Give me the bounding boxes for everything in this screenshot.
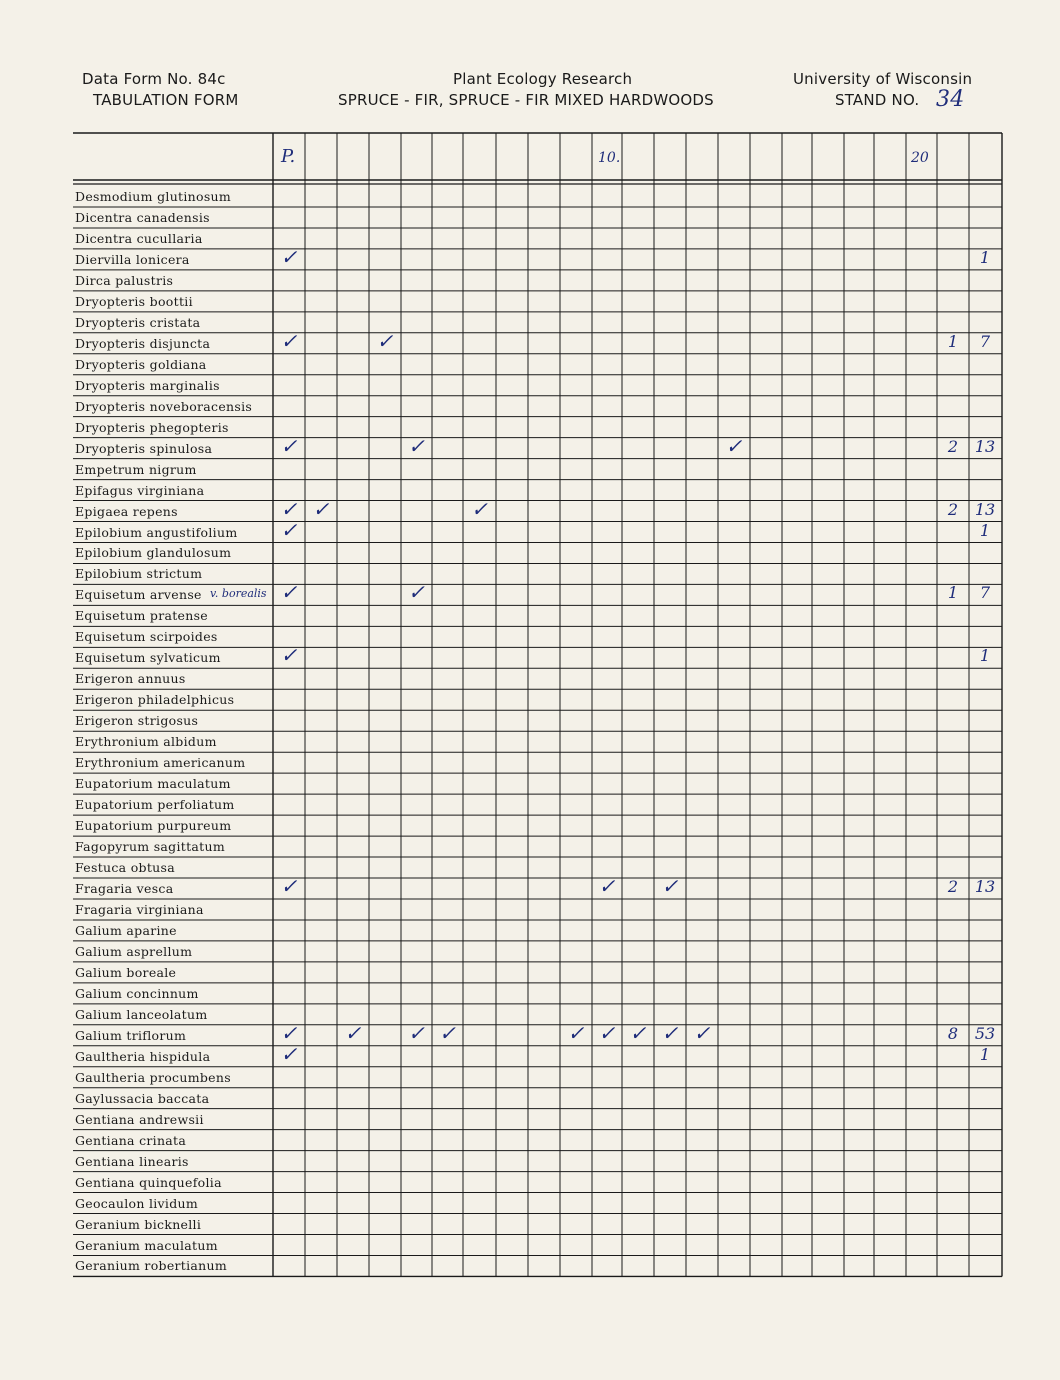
total-count: 13: [974, 436, 996, 456]
check-mark: ✓: [280, 580, 298, 605]
total-count: 1: [979, 1044, 991, 1064]
species-name: Galium concinnum: [75, 985, 199, 1001]
species-name: Epilobium angustifolium: [75, 524, 238, 540]
species-name: Geocaulon lividum: [75, 1195, 199, 1211]
check-mark: ✓: [598, 1020, 616, 1045]
frequency-count: 1: [947, 583, 959, 603]
total-count: 1: [979, 520, 991, 540]
species-name: Galium boreale: [75, 964, 177, 980]
species-name: Gentiana andrewsii: [75, 1111, 204, 1127]
form-number: Data Form No. 84c: [82, 70, 226, 88]
species-name: Dryopteris goldiana: [75, 356, 207, 372]
check-mark: ✓: [661, 874, 679, 898]
frequency-count: 1: [947, 331, 959, 351]
species-name: Erigeron philadelphicus: [75, 692, 235, 708]
total-count: 7: [979, 331, 991, 351]
stand-number: 34: [936, 87, 965, 112]
check-mark: ✓: [408, 433, 425, 458]
check-mark: ✓: [280, 874, 298, 898]
stand-label: STAND NO.: [835, 91, 920, 109]
total-count: 13: [974, 877, 996, 896]
species-name: Dryopteris spinulosa: [75, 440, 213, 456]
university: University of Wisconsin: [793, 70, 973, 88]
species-variety-note: v. borealis: [210, 587, 267, 601]
species-name: Gentiana quinquefolia: [75, 1174, 222, 1190]
species-name: Fagopyrum sagittatum: [75, 839, 226, 855]
species-name: Geranium maculatum: [75, 1237, 218, 1253]
check-mark: ✓: [280, 244, 298, 269]
frequency-count: 2: [947, 877, 959, 896]
species-name: Eupatorium purpureum: [75, 818, 232, 834]
check-mark: ✓: [408, 580, 425, 605]
check-mark: ✓: [693, 1020, 711, 1045]
check-mark: ✓: [280, 328, 298, 353]
species-name: Geranium robertianum: [75, 1258, 228, 1274]
species-name: Equisetum pratense: [75, 608, 208, 624]
species-name: Dicentra cucullaria: [75, 230, 203, 246]
check-mark: ✓: [408, 1020, 425, 1045]
frequency-count: 2: [947, 499, 959, 519]
species-name: Diervilla lonicera: [75, 251, 190, 267]
check-mark: ✓: [725, 433, 743, 458]
species-name: Erigeron strigosus: [75, 713, 199, 729]
species-name: Gentiana linearis: [75, 1153, 189, 1169]
species-name: Equisetum scirpoides: [75, 629, 218, 645]
species-name: Epilobium strictum: [75, 566, 203, 582]
species-name: Galium aparine: [75, 922, 177, 938]
check-mark: ✓: [280, 517, 298, 542]
check-mark: ✓: [280, 1020, 298, 1045]
check-mark: ✓: [376, 328, 394, 353]
check-mark: ✓: [598, 874, 616, 898]
species-name: Erigeron annuus: [75, 671, 186, 687]
check-mark: ✓: [567, 1020, 585, 1045]
species-name: Dirca palustris: [75, 272, 174, 288]
species-name: Eupatorium perfoliatum: [75, 797, 235, 813]
species-name: Dryopteris noveboracensis: [75, 398, 253, 414]
species-name: Desmodium glutinosum: [75, 189, 232, 204]
total-count: 1: [979, 646, 991, 666]
species-name: Epigaea repens: [75, 503, 178, 519]
check-mark: ✓: [280, 1041, 298, 1066]
check-mark: ✓: [280, 433, 298, 458]
species-name: Dicentra canadensis: [75, 209, 210, 225]
check-mark: ✓: [280, 496, 298, 521]
total-count: 1: [979, 247, 991, 267]
form-title: TABULATION FORM: [93, 91, 239, 109]
column-header-10: 10.: [598, 150, 621, 166]
species-name: Dryopteris phegopteris: [75, 419, 229, 435]
species-name: Gentiana crinata: [75, 1132, 187, 1148]
column-header-20: 20: [911, 150, 929, 166]
check-mark: ✓: [471, 496, 488, 521]
check-mark: ✓: [344, 1020, 362, 1045]
species-name: Fragaria vesca: [75, 881, 174, 896]
species-name: Dryopteris cristata: [75, 314, 201, 330]
species-name: Erythronium albidum: [75, 734, 217, 750]
species-name: Equisetum sylvaticum: [75, 650, 221, 666]
species-name: Dryopteris disjuncta: [75, 335, 211, 351]
species-name: Erythronium americanum: [75, 755, 246, 771]
species-name: Gaylussacia baccata: [75, 1090, 210, 1106]
check-mark: ✓: [280, 643, 298, 668]
species-name: Galium triflorum: [75, 1027, 187, 1043]
total-count: 7: [979, 583, 991, 603]
species-name: Gaultheria procumbens: [75, 1069, 231, 1085]
species-name: Empetrum nigrum: [75, 461, 197, 477]
check-mark: ✓: [661, 1020, 679, 1045]
species-name: Epilobium glandulosum: [75, 545, 232, 561]
species-name: Gaultheria hispidula: [75, 1048, 211, 1064]
column-header-p: P.: [281, 146, 296, 167]
species-name: Geranium bicknelli: [75, 1216, 202, 1232]
frequency-count: 2: [947, 436, 959, 456]
species-name: Eupatorium maculatum: [75, 776, 231, 792]
check-mark: ✓: [439, 1020, 456, 1045]
total-count: 53: [974, 1023, 996, 1043]
species-name: Equisetum arvense: [75, 587, 202, 603]
organization: Plant Ecology Research: [453, 70, 633, 88]
check-mark: ✓: [629, 1020, 647, 1045]
species-name: Epifagus virginiana: [75, 482, 205, 498]
total-count: 13: [974, 499, 996, 519]
species-name: Dryopteris marginalis: [75, 377, 220, 393]
species-name: Dryopteris boottii: [75, 293, 193, 309]
species-name: Festuca obtusa: [75, 860, 175, 876]
frequency-count: 8: [947, 1023, 959, 1043]
species-name: Galium asprellum: [75, 943, 193, 959]
check-mark: ✓: [312, 496, 330, 521]
species-name: Fragaria virginiana: [75, 901, 204, 917]
forest-type: SPRUCE - FIR, SPRUCE - FIR MIXED HARDWOODS: [338, 91, 714, 109]
species-name: Galium lanceolatum: [75, 1006, 208, 1022]
